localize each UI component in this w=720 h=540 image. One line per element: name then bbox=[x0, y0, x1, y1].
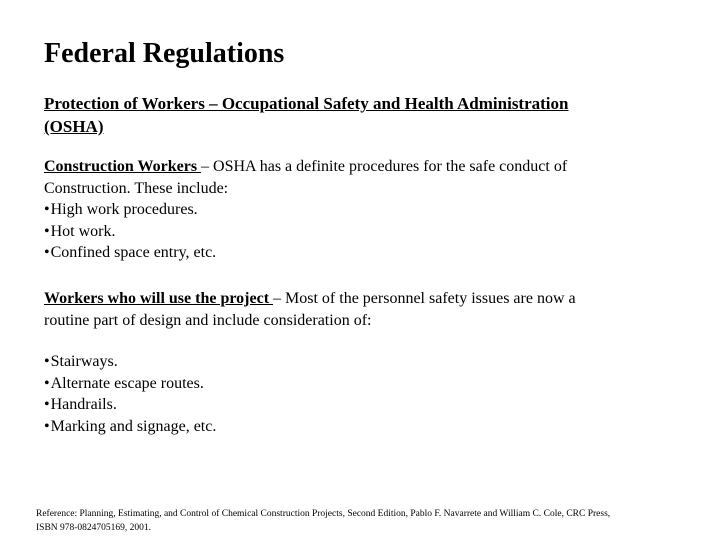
reference-line1: Reference: Planning, Estimating, and Control of Chemical Construction Projects, Second Edition, Pablo F. Navarrete and William C. Cole, CRC Press, bbox=[36, 509, 611, 519]
workers-bullet-1 bbox=[44, 351, 684, 373]
workers-lead-line bbox=[44, 288, 684, 310]
construction-bullet-3-text: Confined space entry, etc. bbox=[50, 244, 217, 261]
bullet-icon: • bbox=[44, 244, 50, 261]
workers-line2: routine part of design and include consideration of: bbox=[44, 311, 372, 329]
workers-bullet-list bbox=[44, 351, 684, 437]
construction-bullet-3 bbox=[44, 242, 684, 264]
workers-bullet-1-text: Stairways. bbox=[50, 353, 118, 370]
osha-heading-line1: Protection of Workers – Occupational Safety and Health Administration bbox=[44, 94, 569, 113]
workers-project-paragraph bbox=[44, 288, 684, 331]
construction-bullet-1 bbox=[44, 199, 684, 221]
bullet-icon: • bbox=[44, 222, 50, 240]
construction-bullet-2-text: Hot work. bbox=[50, 222, 116, 240]
slide-title: Federal Regulations bbox=[44, 38, 285, 69]
workers-lead-bold: Workers who will use the project bbox=[44, 290, 274, 307]
workers-bullet-4 bbox=[44, 416, 684, 438]
osha-heading bbox=[44, 92, 664, 138]
bullet-icon: • bbox=[44, 201, 50, 218]
reference-citation bbox=[36, 508, 696, 535]
bullet-icon: • bbox=[44, 417, 50, 435]
construction-workers-paragraph bbox=[44, 156, 684, 264]
construction-lead-bold: Construction Workers bbox=[44, 158, 202, 175]
construction-line2: Construction. These include: bbox=[44, 179, 229, 197]
workers-bullet-2-text: Alternate escape routes. bbox=[50, 374, 204, 392]
bullet-icon: • bbox=[44, 396, 50, 413]
bullet-icon: • bbox=[44, 353, 50, 370]
construction-bullet-1-text: High work procedures. bbox=[50, 201, 198, 218]
workers-bullet-2 bbox=[44, 373, 684, 395]
construction-bullet-2 bbox=[44, 221, 684, 243]
workers-bullet-3 bbox=[44, 394, 684, 416]
workers-lead-rest: – Most of the personnel safety issues are now a bbox=[273, 290, 576, 307]
workers-bullet-4-text: Marking and signage, etc. bbox=[50, 417, 217, 435]
workers-bullet-3-text: Handrails. bbox=[50, 396, 117, 413]
reference-line2: ISBN 978-0824705169, 2001. bbox=[36, 522, 152, 533]
construction-lead-line bbox=[44, 156, 684, 178]
bullet-icon: • bbox=[44, 374, 50, 392]
construction-lead-rest: – OSHA has a definite procedures for the safe conduct of bbox=[201, 158, 568, 175]
osha-heading-line2: (OSHA) bbox=[44, 117, 104, 136]
